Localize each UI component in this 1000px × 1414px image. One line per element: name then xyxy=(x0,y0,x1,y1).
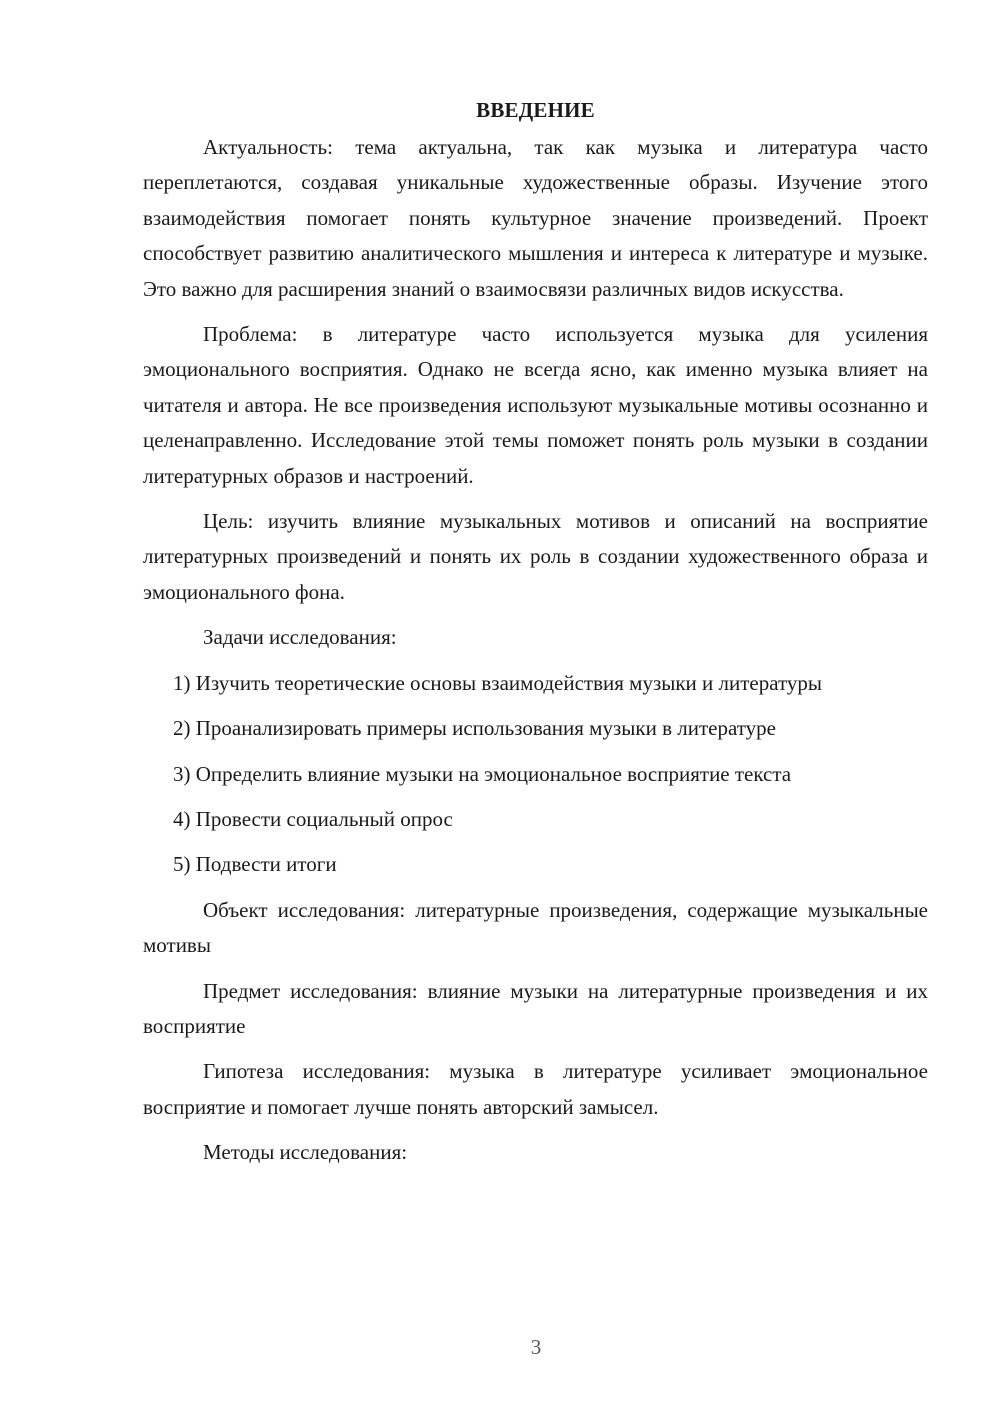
paragraph-object: Объект исследования: литературные произведения, содержащие музыкальные мотивы xyxy=(143,897,928,958)
task-item-2: 2) Проанализировать примеры использования музыки в литературе xyxy=(173,716,776,741)
task-item-5: 5) Подвести итоги xyxy=(173,852,337,877)
section-title: ВВЕДЕНИЕ xyxy=(476,98,595,122)
page-number: 3 xyxy=(530,1335,542,1359)
paragraph-subject: Предмет исследования: влияние музыки на литературные произведения и их восприятие xyxy=(143,978,928,1038)
paragraph-problem: Проблема: в литературе часто используется музыка для усиления эмоционального восприятия. Однако не всегда ясно, как именно музыка влияет на читателя и автора. Не все произведения используют музыкальные мотивы осознанно и целенаправленно. Исследование этой темы поможет понять роль музыки в создании литературных образов и настроений. xyxy=(143,322,928,488)
paragraph-relevance: Актуальность: тема актуальна, так как музыка и литература часто переплетаются, создавая уникальные художественные образы. Изучение этого взаимодействия помогает понять культурное значение произведений. Проект способствует развитию аналитического мышления и интереса к литературе и музыке. Это важно для расширения знаний о взаимосвязи различных видов искусства. xyxy=(143,135,928,301)
paragraph-methods: Методы исследования: xyxy=(203,1140,408,1165)
paragraph-hypothesis: Гипотеза исследования: музыка в литературе усиливает эмоциональное восприятие и помогает лучше понять авторский замысел. xyxy=(143,1059,928,1119)
document-page xyxy=(143,92,928,1181)
paragraph-tasks-heading: Задачи исследования: xyxy=(203,625,397,650)
task-item-3: 3) Определить влияние музыки на эмоциональное восприятие текста xyxy=(173,761,792,786)
task-item-1: 1) Изучить теоретические основы взаимодействия музыки и литературы xyxy=(173,670,823,695)
paragraph-goal: Цель: изучить влияние музыкальных мотивов и описаний на восприятие литературных произведений и понять их роль в создании художественного образа и эмоционального фона. xyxy=(143,509,928,604)
task-item-4: 4) Провести социальный опрос xyxy=(173,806,453,831)
